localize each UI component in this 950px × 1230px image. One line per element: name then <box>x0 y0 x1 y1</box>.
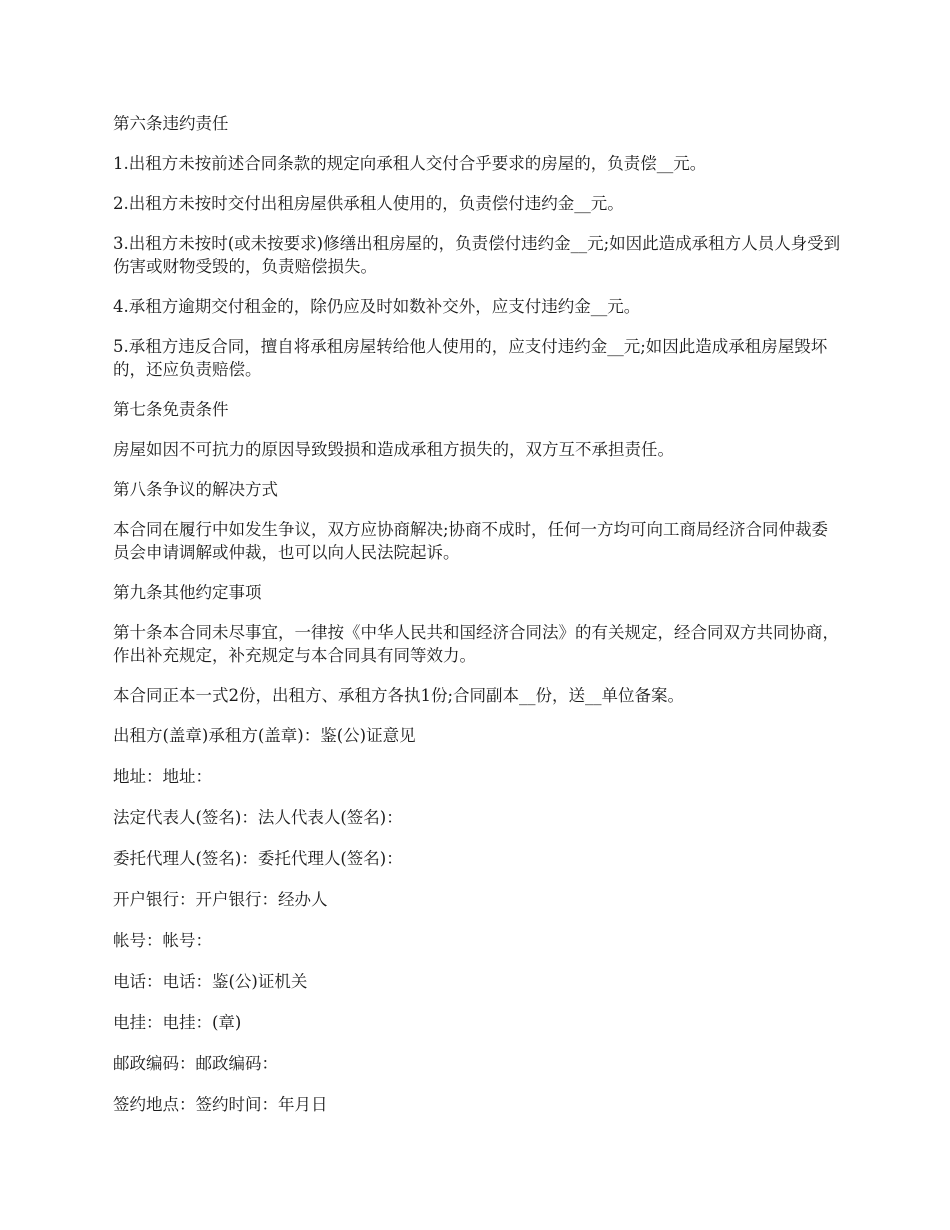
heading-article-8: 第八条争议的解决方式 <box>113 480 278 499</box>
signature-phone: 电话：电话：鉴(公)证机关 <box>113 972 308 991</box>
copies-clause: 本合同正本一式2份，出租方、承租方各执1份;合同副本__份，送__单位备案。 <box>113 686 685 705</box>
signature-postcode: 邮政编码：邮政编码： <box>113 1054 278 1073</box>
heading-article-9: 第九条其他约定事项 <box>113 583 262 602</box>
signature-place-date: 签约地点：签约时间：年月日 <box>113 1095 328 1114</box>
clause-10: 第十条本合同未尽事宜，一律按《中华人民共和国经济合同法》的有关规定，经合同双方共同协商，作出补充规定，补充规定与本合同具有同等效力。 <box>113 623 839 665</box>
heading-article-6: 第六条违约责任 <box>113 114 229 133</box>
heading-article-7: 第七条免责条件 <box>113 400 229 419</box>
clause-6-1: 1.出租方未按前述合同条款的规定向承租人交付合乎要求的房屋的，负责偿__元。 <box>113 154 707 173</box>
signature-parties: 出租方(盖章)承租方(盖章)：鉴(公)证意见 <box>113 726 416 745</box>
signature-account: 帐号：帐号： <box>113 931 212 950</box>
signature-legal-rep: 法定代表人(签名)：法人代表人(签名)： <box>113 808 403 827</box>
clause-6-5: 5.承租方违反合同，擅自将承租房屋转给他人使用的，应支付违约金__元;如因此造成承租房屋毁坏的，还应负责赔偿。 <box>113 337 828 379</box>
clause-7: 房屋如因不可抗力的原因导致毁损和造成承租方损失的，双方互不承担责任。 <box>113 440 674 459</box>
document-body <box>113 112 843 1134</box>
clause-6-4: 4.承租方逾期交付租金的，除仍应及时如数补交外，应支付违约金__元。 <box>113 297 641 316</box>
signature-bank: 开户银行：开户银行：经办人 <box>113 890 328 909</box>
signature-address: 地址：地址： <box>113 767 212 786</box>
clause-6-2: 2.出租方未按时交付出租房屋供承租人使用的，负责偿付违约金__元。 <box>113 194 624 213</box>
clause-6-3: 3.出租方未按时(或未按要求)修缮出租房屋的，负责偿付违约金__元;如因此造成承租方人员人身受到伤害或财物受毁的，负责赔偿损失。 <box>113 234 841 276</box>
signature-agent: 委托代理人(签名)：委托代理人(签名)： <box>113 849 403 868</box>
clause-8: 本合同在履行中如发生争议，双方应协商解决;协商不成时，任何一方均可向工商局经济合同仲裁委员会申请调解或仲裁，也可以向人民法院起诉。 <box>113 520 829 562</box>
signature-cable: 电挂：电挂：(章) <box>113 1013 242 1032</box>
